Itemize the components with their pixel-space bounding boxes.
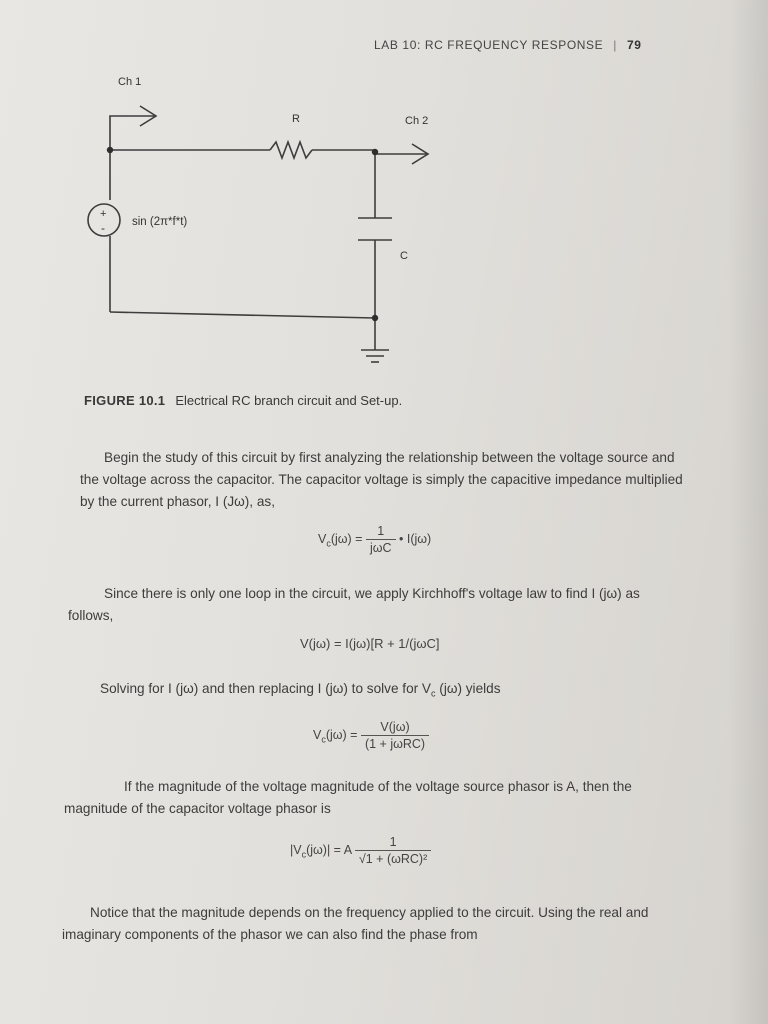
eq1-fraction <box>366 523 396 556</box>
paragraph-3 <box>100 678 700 705</box>
paragraph-1: Begin the study of this circuit by first analyzing the relationship between the voltage source and the voltage across the capacitor. The capacitor voltage is simply the capacitive impedance multiplied by the current phasor, I (Jω), as, <box>80 450 683 509</box>
resistor-label: R <box>292 113 300 125</box>
ch2-label: Ch 2 <box>405 115 429 127</box>
eq3-fraction <box>361 719 429 752</box>
p3-text-b: (jω) yields <box>435 681 501 696</box>
equation-magnitude <box>290 834 431 867</box>
equation-capacitor-voltage <box>318 523 431 556</box>
p3-sub: c <box>431 688 436 699</box>
capacitor-label: C <box>400 250 408 262</box>
paragraph-2: Since there is only one loop in the circuit, we apply Kirchhoff's voltage law to find I (jω) as follows, <box>68 586 640 623</box>
equation-kvl: V(jω) = I(jω)[R + 1/(jωC] <box>300 636 440 651</box>
eq4-arg: (jω)| = A <box>306 842 352 857</box>
eq1-rhs: • I(jω) <box>399 531 432 546</box>
source-label: sin (2π*f*t) <box>132 216 188 228</box>
figure-number: FIGURE 10.1 <box>84 393 166 408</box>
eq3-denominator: (1 + jωRC) <box>364 737 426 751</box>
header-separator: | <box>613 38 617 52</box>
paragraph-5: Notice that the magnitude depends on the frequency applied to the circuit. Using the real and imaginary components of the phasor we can also find the phase from <box>62 905 649 942</box>
paragraph-4: If the magnitude of the voltage magnitude of the voltage source phasor is A, then the magnitude of the capacitor voltage phasor is <box>64 779 632 816</box>
resistor-symbol <box>270 142 312 158</box>
eq4-lhs: |V <box>290 842 302 857</box>
bottom-wire <box>110 312 375 318</box>
eq4-denominator: √1 + (ωRC)² <box>358 852 428 866</box>
source-minus: - <box>101 221 105 235</box>
eq4-numerator: 1 <box>355 834 431 851</box>
node-bottom <box>372 315 378 321</box>
eq3-sub: c <box>321 734 326 745</box>
eq4-fraction <box>355 834 431 867</box>
eq1-lhs: V <box>318 531 327 546</box>
ch1-label: Ch 1 <box>118 76 142 88</box>
p3-text-a: Solving for I (jω) and then replacing I (jω) to solve for V <box>100 681 432 696</box>
rc-circuit-diagram <box>0 60 768 380</box>
node-top-right <box>372 149 378 155</box>
eq3-arg: (jω) = <box>325 727 358 742</box>
node-top-left <box>107 147 113 153</box>
eq3-numerator: V(jω) <box>361 719 429 736</box>
eq3-lhs: V <box>313 727 322 742</box>
eq1-denominator: jωC <box>369 541 392 555</box>
source-plus: + <box>100 208 107 220</box>
equation-capacitor-voltage-solved <box>313 719 429 752</box>
chapter-title: LAB 10: RC FREQUENCY RESPONSE <box>374 38 604 52</box>
figure-caption <box>84 393 402 408</box>
eq1-sub: c <box>326 538 331 549</box>
eq4-sub: c <box>301 849 307 860</box>
running-header <box>374 38 642 52</box>
eq1-numerator: 1 <box>366 523 396 540</box>
eq1-arg: (jω) = <box>330 531 363 546</box>
figure-caption-text: Electrical RC branch circuit and Set-up. <box>175 393 403 408</box>
page-number: 79 <box>626 38 642 52</box>
